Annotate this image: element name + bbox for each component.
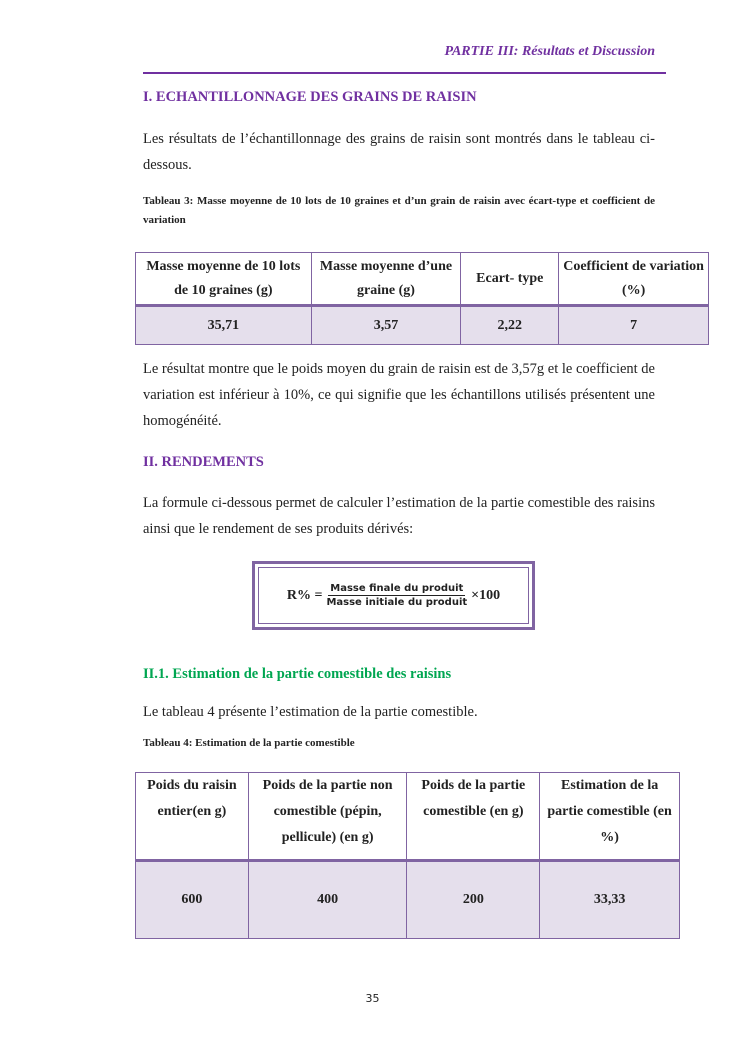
formula-denominator: Masse initiale du produit xyxy=(326,596,468,608)
running-header: PARTIE III: Résultats et Discussion xyxy=(444,44,655,59)
table-4-header-cell: Estimation de la partie comestible (en %) xyxy=(540,773,680,861)
table-3 xyxy=(135,252,709,345)
table-3-data-row xyxy=(136,306,709,345)
formula xyxy=(258,567,529,624)
table-3-caption: Tableau 3: Masse moyenne de 10 lots de 10 graines et d’un grain de raisin avec écart-type et coefficient de variation xyxy=(143,195,655,226)
section-1-conclusion: Le résultat montre que le poids moyen du grain de raisin est de 3,57g et le coefficient de variation est inférieur à 10%, ce qui signifie que les échantillons utilisés présentent une homogénéité. xyxy=(143,361,655,429)
formula-box xyxy=(252,561,535,630)
page-number: 35 xyxy=(365,992,380,1005)
table-4-cell: 200 xyxy=(407,861,540,939)
table-4-header-cell: Poids de la partie non comestible (pépin, pellicule) (en g) xyxy=(248,773,407,861)
table-4-cell: 33,33 xyxy=(540,861,680,939)
section-1-title: I. ECHANTILLONNAGE DES GRAINS DE RAISIN xyxy=(143,89,477,105)
table-3-header-cell: Masse moyenne de 10 lots de 10 graines (g) xyxy=(136,253,312,306)
table-4-header-cell: Poids de la partie comestible (en g) xyxy=(407,773,540,861)
table-3-header-cell: Masse moyenne d’une graine (g) xyxy=(311,253,461,306)
table-3-header-cell: Ecart- type xyxy=(461,253,559,306)
section-2-intro: La formule ci-dessous permet de calculer l’estimation de la partie comestible des raisins ainsi que le rendement de ses produits dérivés: xyxy=(143,495,655,537)
table-3-cell: 35,71 xyxy=(136,306,312,345)
table-3-cell: 7 xyxy=(559,306,709,345)
table-4-cell: 400 xyxy=(248,861,407,939)
table-3-header-row xyxy=(136,253,709,306)
formula-fraction xyxy=(324,583,469,609)
table-4 xyxy=(135,772,680,939)
table-4-caption: Tableau 4: Estimation de la partie comestible xyxy=(143,737,355,749)
table-3-header-cell: Coefficient de variation (%) xyxy=(559,253,709,306)
section-2-1-intro: Le tableau 4 présente l’estimation de la partie comestible. xyxy=(143,704,478,720)
formula-numerator: Masse finale du produit xyxy=(330,582,464,594)
section-2-title: II. RENDEMENTS xyxy=(143,454,264,470)
formula-rhs: ×100 xyxy=(471,587,501,603)
table-4-data-row xyxy=(136,861,680,939)
table-4-header-cell: Poids du raisin entier(en g) xyxy=(136,773,249,861)
header-rule xyxy=(143,72,666,74)
formula-lhs: R% = xyxy=(286,587,323,603)
table-3-cell: 3,57 xyxy=(311,306,461,345)
section-2-1-title: II.1. Estimation de la partie comestible des raisins xyxy=(143,666,452,682)
table-4-cell: 600 xyxy=(136,861,249,939)
section-1-intro: Les résultats de l’échantillonnage des grains de raisin sont montrés dans le tableau ci-dessous. xyxy=(143,131,655,173)
table-3-cell: 2,22 xyxy=(461,306,559,345)
table-4-header-row xyxy=(136,773,680,861)
